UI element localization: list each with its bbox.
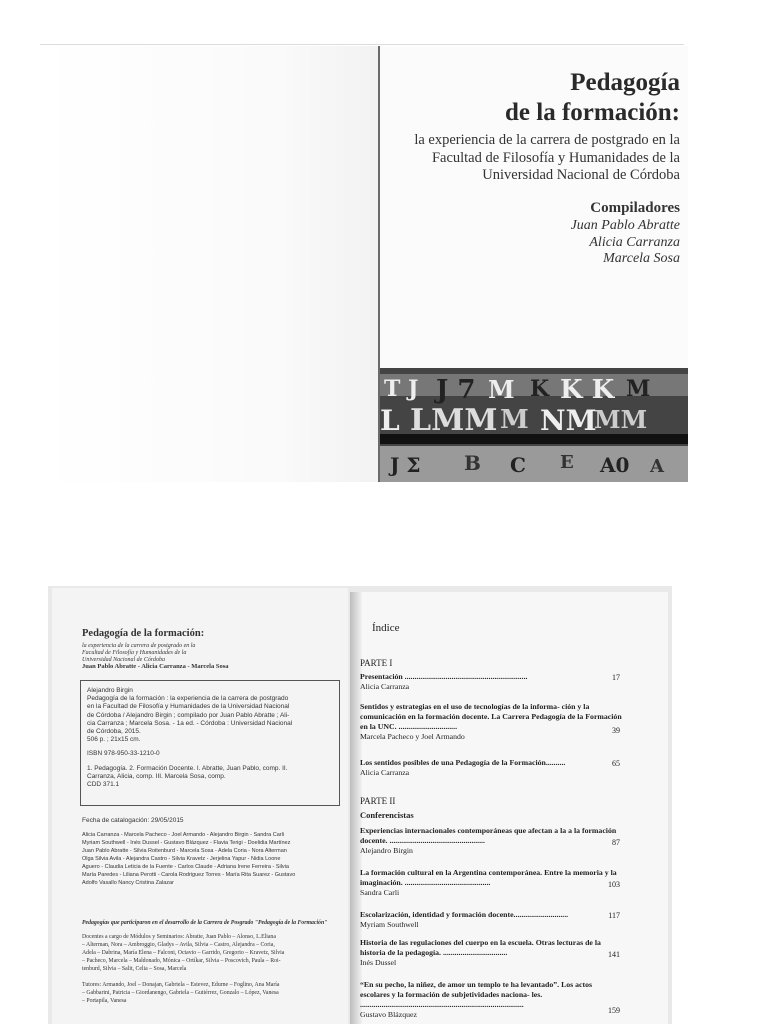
tutores-line: – Portapila, Vanesa	[82, 998, 127, 1004]
svg-text:J Σ: J Σ	[390, 453, 421, 477]
cover-letters-artwork	[380, 368, 688, 482]
copyright-subtitle-line: la experiencia de la carrera de postgrado en la	[82, 643, 196, 649]
index-entry-author: Gustavo Blázquez	[360, 1010, 417, 1019]
index-entry	[360, 672, 622, 692]
index-entry	[360, 910, 622, 930]
contributors-line: Aguero - Claudia Leticia de la Fuente - Carlos Claude - Adriana Irene Ferreira - Silvia	[82, 864, 289, 870]
cover-title-line-2: de la formación:	[505, 99, 680, 126]
index-page-number: 39	[612, 726, 620, 735]
copyright-page	[52, 588, 348, 1024]
index-page-number: 141	[608, 950, 620, 959]
contributors-line: Myriam Southwell - Inés Dussel - Gustavo Blázquez - Flavia Terigi - Doelidia Martínez	[82, 840, 291, 846]
copyright-compilers: Juan Pablo Abratte - Alicia Carranza - Marcela Sosa	[82, 663, 229, 670]
svg-text:T J: T J	[384, 376, 419, 402]
cover-authors	[571, 218, 680, 268]
cover-subtitle-line-2: Facultad de Filosofía y Humanidades de la	[431, 149, 680, 166]
catalog-record-text	[87, 687, 335, 789]
tutores-line: – Gabbarini, Patricia – Giordanengo, Gabriela – Gutiérrez, Gonzalo – López, Vanesa	[82, 990, 279, 996]
page-top-divider	[40, 44, 684, 45]
index-entry-author: Alicia Carranza	[360, 682, 410, 691]
cover-author: Marcela Sosa	[603, 251, 680, 266]
contributors-list	[82, 831, 346, 887]
index-entry-author: Alicia Carranza	[360, 768, 410, 777]
catalog-line: de Córdoba, 2015.	[87, 728, 141, 736]
pedagogies-line: – Pacheco, Marcela – Maldonado, Mónica – Ortíkar, Silvia – Poscovich, Paula – Roi-	[82, 958, 281, 964]
svg-text:M: M	[500, 405, 529, 435]
contributors-line: María Paredes - Liliana Perotti - Carola Rodriguez Torres - María Rita Suarez - Gustavo	[82, 872, 296, 878]
svg-text:L: L	[380, 404, 400, 437]
cover-compiladores-label: Compiladores	[590, 200, 680, 216]
copyright-subtitle-line: Facultad de Filosofía y Humanidades de la	[82, 650, 187, 656]
index-entry-author: Marcela Pacheco y Joel Armando	[360, 732, 465, 741]
pedagogies-section	[82, 919, 346, 1005]
pedagogies-line: Adela – Dabrina, María Elena – Falconi, Octavio – Garrido, Gregorio – Kravetz, Silvia	[82, 950, 285, 956]
catalog-line: Pedagogía de la formación : la experiencia de la carrera de postgrado	[87, 695, 289, 703]
index-page-number: 17	[612, 673, 620, 682]
index-entry-title: Escolarización, identidad y formación docente............................	[360, 910, 569, 919]
index-entry-title: Experiencias internacionales contemporáneas que afectan a la a la formación docente. .................................................	[360, 826, 617, 845]
copyright-subtitle-line: Universidad Nacional de Córdoba	[82, 657, 165, 663]
index-entry	[360, 938, 622, 968]
index-entry-author: Myriam Southwell	[360, 920, 419, 929]
index-heading: Índice	[372, 622, 400, 634]
index-page-number: 103	[608, 880, 620, 889]
contributors-line: Juan Pablo Abratte - Silvia Roitenburd - Marcela Sosa - Adela Coria - Nora Alterman	[82, 848, 287, 854]
svg-text:A0: A0	[600, 453, 630, 477]
index-entry-title: Historia de las regulaciones del cuerpo en la escuela. Otras lecturas de la historia de la pedagogía. .................................	[360, 938, 601, 957]
contributors-line: Alicia Carranza - Marcela Pacheco - Joel Armando - Alejandro Birgin - Sandra Carli	[82, 832, 285, 838]
pedagogies-line: tenburd, Silvia – Salit, Celia – Sosa, Marcela	[82, 966, 187, 972]
index-entry	[360, 826, 622, 856]
cover-subtitle-line-1: la experiencia de la carrera de postgrado en la	[414, 132, 680, 148]
index-entry	[360, 980, 622, 1020]
index-entry-author: Inés Dussel	[360, 958, 397, 967]
contributors-line: Olga Silvia Avila - Alejandra Castro - Silvia Kravetz - Jerjelina Yapur - Nidia Loone	[82, 856, 281, 862]
svg-text:E: E	[560, 452, 574, 473]
index-entry-author: Alejandro Birgin	[360, 846, 413, 855]
catalog-line: en la Facultad de Filosofía y Humanidades de la Universidad Nacional	[87, 703, 290, 711]
cover-title	[505, 68, 680, 128]
copyright-subtitle	[82, 643, 322, 664]
svg-text:K: K	[530, 376, 550, 402]
svg-text:K K: K K	[560, 375, 615, 405]
svg-text:LMM: LMM	[410, 403, 498, 438]
index-section-conferencistas: Conferencistas	[360, 810, 414, 820]
index-part-2: PARTE II	[360, 796, 396, 806]
cover-subtitle	[390, 132, 680, 185]
index-page-number: 159	[608, 1006, 620, 1015]
catalog-line: Alejandro Birgin	[87, 687, 133, 694]
catalog-isbn: ISBN 978-950-33-1210-0	[87, 750, 160, 758]
pedagogies-line: Docentes a cargo de Módulos y Seminarios: Abratte, Juan Pablo – Alonso, L.Eliana	[82, 934, 276, 940]
svg-text:C: C	[510, 453, 526, 477]
cover-author: Alicia Carranza	[589, 234, 680, 250]
svg-text:A: A	[650, 456, 664, 477]
catalog-line: Carranza, Alicia, comp. III. Marcela Sosa, comp.	[87, 772, 226, 780]
catalog-cdd: CDD 371.1	[87, 781, 120, 789]
book-cover	[378, 46, 688, 482]
svg-text:MM: MM	[594, 405, 648, 434]
catalog-line: de Córdoba / Alejandro Birgin ; compilado por Juan Pablo Abratte ; Ali-	[87, 711, 290, 719]
index-entry-title: Presentación ...............................................................	[360, 672, 528, 681]
catalog-line: cia Carranza ; Marcela Sosa. - 1a ed. - Córdoba : Universidad Nacional	[87, 719, 293, 727]
cover-author: Juan Pablo Abratte	[570, 218, 680, 233]
index-entry-title: La formación cultural en la Argentina contemporánea. Entre la memoria y la imaginación. ............................................	[360, 868, 617, 887]
index-entry	[360, 702, 622, 742]
contributors-line: Adolfo Vasallo Nancy Cristina Zalazar	[82, 880, 174, 886]
index-page-number: 65	[612, 759, 620, 768]
svg-text:M: M	[488, 375, 515, 404]
svg-text:M: M	[626, 376, 651, 402]
letters-collage-image	[380, 368, 688, 482]
svg-text:B: B	[464, 451, 481, 475]
tutores-line: Tutores: Armando, Joel – Donajan, Gabriela – Estevez, Edurne – Foglino, Ana María	[82, 982, 280, 988]
index-entry-author: Sandra Carli	[360, 888, 400, 897]
index-entry-title: Sentidos y estrategias en el uso de tecnologías de la informa- ción y la comunicación en la formación docente. La Carrera Pedagogía de la Formación en la UNC. ..............................	[360, 702, 622, 731]
index-page-number: 87	[612, 838, 620, 847]
cover-title-line-1: Pedagogía	[570, 69, 680, 96]
index-page	[350, 592, 668, 1024]
catalog-line: 506 p. ; 21x15 cm.	[87, 736, 141, 744]
catalog-line: 1. Pedagogía. 2. Formación Docente. I. Abratte, Juan Pablo, comp. II.	[87, 764, 288, 772]
index-entry	[360, 758, 622, 778]
catalog-record-box	[80, 680, 340, 806]
pedagogies-line: – Alterman, Nora – Ambroggio, Gladys – Avila, Silvia – Castro, Alejandra – Coria,	[82, 942, 275, 948]
index-entry-title: “En su pecho, la niñez, de amor un templo te ha levantado”. Los actos escolares y la formación de subjetividades naciona- les. ....................................................................................	[360, 980, 593, 1009]
pedagogies-title: Pedagogías que participaron en el desarrollo de la Carrera de Posgrado "Pedagogía de la Formación"	[82, 920, 328, 926]
copyright-title: Pedagogía de la formación:	[82, 628, 205, 639]
index-part-1: PARTE I	[360, 658, 393, 668]
cover-subtitle-line-3: Universidad Nacional de Córdoba	[482, 167, 680, 183]
svg-text:J 7: J 7	[436, 375, 476, 405]
index-entry-title: Los sentidos posibles de una Pedagogía de la Formación..........	[360, 758, 566, 767]
blank-page-area	[40, 46, 378, 482]
index-entry	[360, 868, 622, 898]
index-page-number: 117	[608, 911, 620, 920]
svg-text:NM: NM	[540, 404, 597, 437]
catalog-date: Fecha de catalogación: 29/05/2015	[82, 817, 184, 824]
